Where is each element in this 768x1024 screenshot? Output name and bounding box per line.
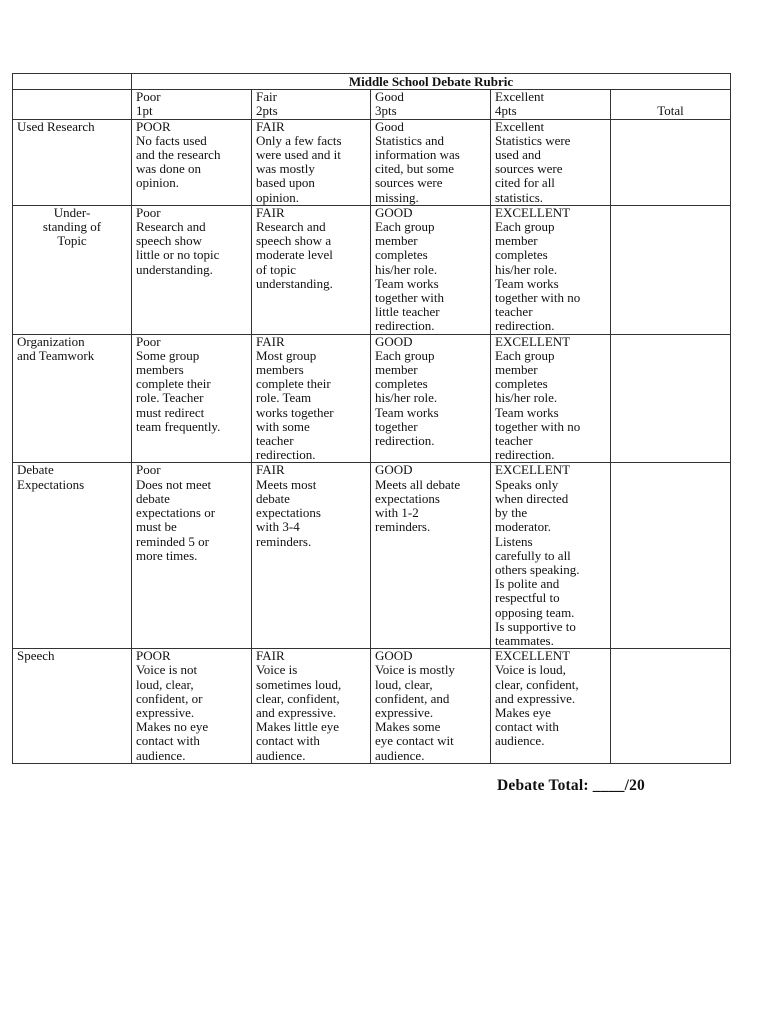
description-cell-fair: FAIR Voice is sometimes loud, clear, confident, and expressive. Makes little eye contact with audience. bbox=[252, 649, 371, 764]
description-cell-good: Good Statistics and information was cited, but some sources were missing. bbox=[371, 119, 491, 205]
description-cell-poor: POOR No facts used and the research was done on opinion. bbox=[132, 119, 252, 205]
total-cell bbox=[611, 119, 731, 205]
level-points: 2pts bbox=[256, 103, 278, 119]
level-header-excellent bbox=[491, 90, 611, 119]
total-cell bbox=[611, 463, 731, 649]
description-cell-excellent: EXCELLENT Voice is loud, clear, confident, and expressive. Makes eye contact with audience. bbox=[491, 649, 611, 764]
criterion-cell: Under- standing of Topic bbox=[13, 205, 132, 334]
description-cell-fair: FAIR Only a few facts were used and it was mostly based upon opinion. bbox=[252, 119, 371, 205]
description-cell-excellent: EXCELLENT Speaks only when directed by the moderator. Listens carefully to all others speaking. Is polite and respectful to opposing team. Is supportive to teammates. bbox=[491, 463, 611, 649]
rubric-row-speech bbox=[13, 649, 731, 764]
level-points: 4pts bbox=[495, 103, 517, 119]
description-cell-fair: FAIR Meets most debate expectations with 3-4 reminders. bbox=[252, 463, 371, 649]
description-cell-good: GOOD Each group member completes his/her role. Team works together redirection. bbox=[371, 334, 491, 463]
header-row bbox=[13, 90, 731, 119]
description-cell-fair: FAIR Research and speech show a moderate level of topic understanding. bbox=[252, 205, 371, 334]
total-header bbox=[611, 90, 731, 119]
criterion-cell: Organization and Teamwork bbox=[13, 334, 132, 463]
level-header-fair bbox=[252, 90, 371, 119]
criterion-cell: Debate Expectations bbox=[13, 463, 132, 649]
rubric-title: Middle School Debate Rubric bbox=[132, 74, 731, 90]
total-cell bbox=[611, 334, 731, 463]
level-name: Poor bbox=[136, 89, 161, 105]
debate-total: Debate Total: ____/20 bbox=[497, 777, 646, 794]
rubric-row-understanding bbox=[13, 205, 731, 334]
rubric-row-used-research bbox=[13, 119, 731, 205]
total-cell bbox=[611, 649, 731, 764]
level-header-good bbox=[371, 90, 491, 119]
rubric-table bbox=[12, 73, 731, 764]
level-points: 3pts bbox=[375, 103, 397, 119]
level-header-poor bbox=[132, 90, 252, 119]
description-cell-poor: POOR Voice is not loud, clear, confident, or expressive. Makes no eye contact with audience. bbox=[132, 649, 252, 764]
description-cell-poor: Poor Does not meet debate expectations or must be reminded 5 or more times. bbox=[132, 463, 252, 649]
level-name: Excellent bbox=[495, 89, 545, 105]
description-cell-poor: Poor Research and speech show little or no topic understanding. bbox=[132, 205, 252, 334]
total-header-label: Total bbox=[657, 103, 684, 119]
description-cell-excellent: EXCELLENT Each group member completes his/her role. Team works together with no teacher redirection. bbox=[491, 205, 611, 334]
description-cell-good: GOOD Meets all debate expectations with 1-2 reminders. bbox=[371, 463, 491, 649]
description-cell-excellent: EXCELLENT Each group member completes his/her role. Team works together with no teacher redirection. bbox=[491, 334, 611, 463]
rubric-row-organization bbox=[13, 334, 731, 463]
level-name: Fair bbox=[256, 89, 277, 105]
level-points: 1pt bbox=[136, 103, 153, 119]
description-cell-poor: Poor Some group members complete their role. Teacher must redirect team frequently. bbox=[132, 334, 252, 463]
total-cell bbox=[611, 205, 731, 334]
description-cell-fair: FAIR Most group members complete their role. Team works together with some teacher redirection. bbox=[252, 334, 371, 463]
description-cell-good: GOOD Voice is mostly loud, clear, confident, and expressive. Makes some eye contact wit audience. bbox=[371, 649, 491, 764]
criterion-header-cell bbox=[13, 90, 132, 119]
rubric-row-debate-expectations bbox=[13, 463, 731, 649]
title-row bbox=[13, 74, 731, 90]
level-name: Good bbox=[375, 89, 404, 105]
criterion-cell: Speech bbox=[13, 649, 132, 764]
criterion-cell: Used Research bbox=[13, 119, 132, 205]
description-cell-good: GOOD Each group member completes his/her role. Team works together with little teacher redirection. bbox=[371, 205, 491, 334]
description-cell-excellent: Excellent Statistics were used and sources were cited for all statistics. bbox=[491, 119, 611, 205]
